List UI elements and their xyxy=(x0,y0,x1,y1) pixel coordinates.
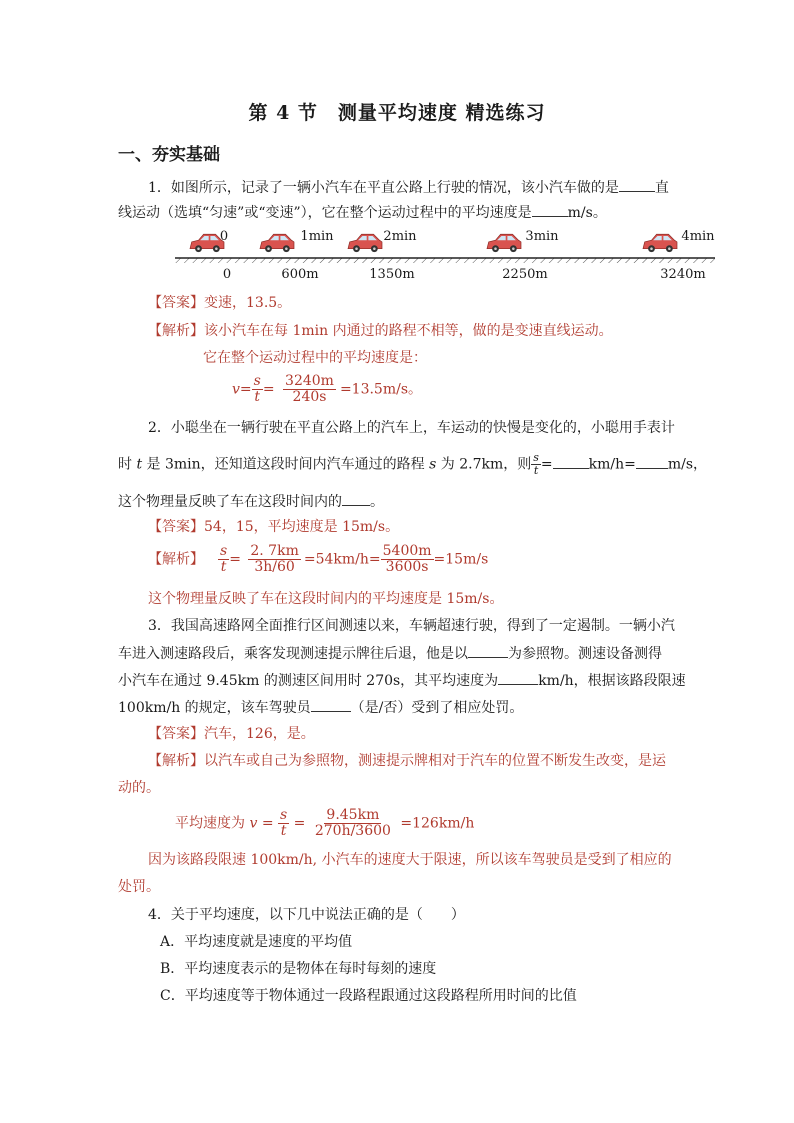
answer-tag: 【答案】 xyxy=(148,726,204,742)
q3-blank-1 xyxy=(468,643,508,658)
q2-text: 这个物理量反映了车在这段时间内的 xyxy=(118,494,342,510)
q2-text: m/s， xyxy=(667,456,708,473)
frac-den: t xyxy=(280,823,287,839)
distance-label: 1350m xyxy=(369,267,415,282)
formula-eq: = xyxy=(289,815,310,832)
formula-fraction xyxy=(283,374,336,405)
q3-analysis-3: 因为该路段限速 100km/h, 小汽车的速度大于限速，所以该车驾驶员是受到了相应的 xyxy=(148,852,672,868)
q3-blank-3 xyxy=(311,697,351,712)
frac-den: t xyxy=(254,389,261,405)
formula-label: 平均速度为 xyxy=(175,815,250,832)
q2-inline-fraction xyxy=(531,452,541,477)
formula-eq: = xyxy=(229,551,241,568)
formula-fraction xyxy=(278,808,289,839)
q2-symbol: s xyxy=(429,456,437,473)
q2-line3 xyxy=(118,491,384,512)
frac-den: 270h/3600 xyxy=(314,823,391,839)
formula-eq: = xyxy=(262,381,275,398)
time-label: 1min xyxy=(300,229,334,244)
formula-mid: =54km/h= xyxy=(303,551,381,568)
formula-fraction xyxy=(248,544,300,575)
time-label: 2min xyxy=(383,229,417,244)
q2-text: km/h= xyxy=(588,456,636,473)
q3-analysis-text: 以汽车或自己为参照物，测速提示牌相对于汽车的位置不断发生改变，是运 xyxy=(204,753,666,769)
frac-num: s xyxy=(280,807,288,823)
q2-analysis xyxy=(148,544,488,575)
q4-stem: 4．关于平均速度，以下几中说法正确的是（ ） xyxy=(148,907,465,923)
frac-num: 9.45km xyxy=(326,807,380,823)
q3-line2 xyxy=(118,643,662,664)
q3-text: 小汽车在通过 9.45km 的测速区间用时 270s，其平均速度为 xyxy=(118,673,499,689)
q2-analysis-2: 这个物理量反映了车在这段时间内的平均速度是 15m/s。 xyxy=(148,591,504,607)
time-label: 3min xyxy=(525,229,559,244)
q3-line1: 3．我国高速路网全面推行区间测速以来，车辆超速行驶，得到了一定遏制。一辆小汽 xyxy=(148,618,675,634)
q1-blank-2 xyxy=(532,202,568,217)
q3-answer xyxy=(148,724,315,744)
time-label: 4min xyxy=(681,229,715,244)
q1-line2 xyxy=(118,202,607,223)
answer-tag: 【答案】 xyxy=(148,519,204,535)
q4-option-c[interactable]: C．平均速度等于物体通过一段路程跟通过这段路程所用时间的比值 xyxy=(160,988,577,1004)
q3-analysis-1b: 动的。 xyxy=(118,780,160,796)
distance-label: 3240m xyxy=(660,267,706,282)
q1-text: 直 xyxy=(654,180,669,196)
time-label: 0 xyxy=(219,229,229,244)
q4-option-a[interactable]: A．平均速度就是速度的平均值 xyxy=(160,934,353,950)
frac-num: 2. 7km xyxy=(250,543,299,559)
frac-num: s xyxy=(253,373,261,389)
q3-text: km/h，根据该路段限速 xyxy=(538,673,686,689)
q3-text: 为参照物。测速设备测得 xyxy=(508,646,662,662)
car-icon xyxy=(487,234,521,252)
answer-tag: 【答案】 xyxy=(148,295,204,311)
q1-formula xyxy=(232,374,422,405)
q1-blank-1 xyxy=(619,177,655,192)
q3-line4 xyxy=(118,697,523,718)
q1-text: 线运动（选填“匀速”或“变速”），它在整个运动过程中的平均速度是 xyxy=(118,205,532,221)
q1-answer xyxy=(148,293,291,313)
formula-fraction xyxy=(218,544,229,575)
q3-formula xyxy=(175,808,474,839)
car-icon xyxy=(643,234,677,252)
formula-fraction xyxy=(381,544,434,575)
q2-text: 是 3min，还知道这段时间内汽车通过的路程 xyxy=(142,456,430,473)
q2-answer xyxy=(148,517,399,537)
q2-text: 。 xyxy=(370,494,384,510)
analysis-tag: 【解析】 xyxy=(148,551,204,568)
q3-blank-2 xyxy=(498,670,538,685)
section-heading: 一、夯实基础 xyxy=(118,145,220,165)
q3-text: （是/否）受到了相应处罚。 xyxy=(350,700,524,716)
frac-num: 5400m xyxy=(382,543,432,559)
car-icon xyxy=(348,234,382,252)
q3-line3 xyxy=(118,670,686,691)
formula-result: =13.5m/s。 xyxy=(339,381,423,398)
frac-num: 3240m xyxy=(285,373,334,389)
formula-result: =126km/h xyxy=(395,815,475,832)
q2-blank-2 xyxy=(636,454,668,469)
q1-answer-text: 变速，13.5。 xyxy=(204,295,292,311)
formula-eq: = xyxy=(257,815,279,832)
q3-answer-text: 汽车，126，是。 xyxy=(204,726,315,742)
q1-text: m/s。 xyxy=(567,205,607,221)
formula-symbol: v xyxy=(232,381,240,398)
q3-text: 100km/h 的规定，该车驾驶员 xyxy=(118,700,311,716)
frac-den: 3600s xyxy=(385,559,429,575)
distance-label: 2250m xyxy=(502,267,548,282)
q3-analysis-3b: 处罚。 xyxy=(118,879,160,895)
q2-line2 xyxy=(118,452,707,477)
formula-result: =15m/s xyxy=(433,551,489,568)
page-title: 第 4 节 测量平均速度 精选练习 xyxy=(248,102,546,124)
analysis-tag: 【解析】 xyxy=(148,323,204,339)
q1-analysis xyxy=(148,321,613,341)
q2-text: 为 2.7km，则 xyxy=(436,456,532,473)
car-icon xyxy=(260,234,294,252)
q1-line1 xyxy=(148,177,669,198)
q4-option-b[interactable]: B．平均速度表示的是物体在每时每刻的速度 xyxy=(160,961,437,977)
q2-answer-text: 54，15，平均速度是 15m/s。 xyxy=(204,519,400,535)
q3-analysis xyxy=(148,751,666,771)
formula-fraction xyxy=(313,808,393,839)
formula-eq: = xyxy=(239,381,252,398)
q1-analysis-2: 它在整个运动过程中的平均速度是： xyxy=(203,350,427,366)
q2-symbol: t xyxy=(136,456,143,473)
q3-text: 车进入测速路段后，乘客发现测速提示牌往后退，他是以 xyxy=(118,646,468,662)
distance-label: 600m xyxy=(281,267,319,282)
q2-blank-3 xyxy=(342,491,370,506)
car-motion-figure xyxy=(170,226,730,286)
formula-fraction xyxy=(252,374,263,405)
frac-den: 240s xyxy=(292,389,327,405)
q2-line1: 2．小聪坐在一辆行驶在平直公路上的汽车上，车运动的快慢是变化的，小聪用手表计 xyxy=(148,420,675,436)
frac-den: 3h/60 xyxy=(254,559,295,575)
q1-analysis-text: 该小汽车在每 1min 内通过的路程不相等，做的是变速直线运动。 xyxy=(204,323,613,339)
frac-den: t xyxy=(220,559,227,575)
distance-label: 0 xyxy=(222,267,232,282)
formula-symbol: v xyxy=(249,815,258,832)
frac-num: s xyxy=(533,451,539,464)
frac-den: t xyxy=(533,464,539,477)
q2-text: 时 xyxy=(118,456,137,473)
q1-text: 1．如图所示，记录了一辆小汽车在平直公路上行驶的情况，该小汽车做的是 xyxy=(148,180,619,196)
q2-text: = xyxy=(540,456,553,473)
q2-blank-1 xyxy=(553,454,589,469)
frac-num: s xyxy=(220,543,228,559)
analysis-tag: 【解析】 xyxy=(148,753,204,769)
